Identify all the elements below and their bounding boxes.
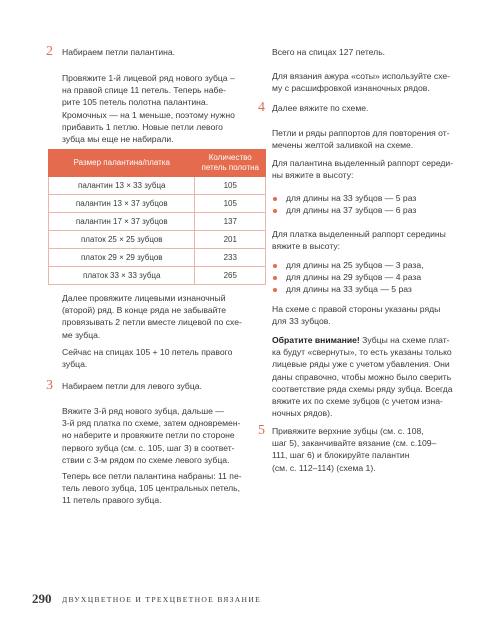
step-3-title: Набираем петли для левого зубца. <box>62 381 202 391</box>
bullet-icon <box>273 288 277 292</box>
list-item: для длины на 25 зубцов — 3 раза, <box>272 259 480 271</box>
step-4-title: Далее вяжите по схеме. <box>272 103 369 113</box>
platok-list <box>272 259 480 296</box>
stitch-count-line: Сейчас на спицах 105 + 10 петель правого зубца. <box>62 347 233 370</box>
step-5-paragraph: Привяжите верхние зубцы (см. с. 108, шаг 5), заканчивайте вязание (см. с.109– 111, шаг 6) и блокируйте палантин (см. с. 112–114) (схема 1). <box>272 426 437 473</box>
step-2-number: 2 <box>46 44 53 59</box>
bullet-icon <box>273 197 277 201</box>
page-number: 290 <box>32 591 52 606</box>
table-header-size: Размер палантина/платка <box>49 150 195 177</box>
scheme-note: На схеме с правой стороны указаны ряды для 33 зубцов. <box>272 304 441 327</box>
table-row: палантин 13 × 37 зубцов 105 <box>49 195 266 213</box>
palantin-intro: Для палантина выделенный раппорт середи- ны вяжите в высоту: <box>272 158 454 181</box>
table-row: платок 29 × 29 зубцов 233 <box>49 249 266 267</box>
running-footer-title: ДВУХЦВЕТНОЕ И ТРЕХЦВЕТНОЕ ВЯЗАНИЕ <box>62 595 262 604</box>
bullet-icon <box>273 264 277 268</box>
rapport-note: Петли и ряды раппортов для повторения от- мечены желтой заливкой на схеме. <box>272 128 450 151</box>
step-3-paragraph-2: Теперь все петли палантина набраны: 11 пе- тель левого зубца, 105 центральных петель, 11 петель правого зубца. <box>62 471 242 506</box>
palantin-list <box>272 192 480 216</box>
list-item: для длины на 33 зубца — 5 раз <box>272 283 480 295</box>
after-table-paragraph: Далее провяжите лицевыми изнаночный (второй) ряд. В конце ряда не забывайте провязывать 2 петли вместе лицевой по схе- ме зубца. <box>62 293 242 340</box>
table-header-count: Количество петель полотна <box>195 150 266 177</box>
bullet-icon <box>273 276 277 280</box>
table-row: палантин 13 × 33 зубца 105 <box>49 177 266 195</box>
list-item: для длины на 37 зубцов — 6 раз <box>272 204 480 216</box>
list-item: для длины на 29 зубцов — 4 раза <box>272 271 480 283</box>
attention-note: Обратите внимание! Зубцы на схеме плат- ка будут «свернуты», то есть указаны только лицевые ряды уже с учетом убавления. Они даны справочно, чтобы можно было сверить соответствие ряда схемы ряду зубца. Всегда вяжите их по схеме зубцов (с учетом изна- ночных рядов). <box>272 335 453 419</box>
platok-intro: Для платка выделенный раппорт середины вяжите в высоту: <box>272 229 446 252</box>
stitch-count-table <box>48 149 266 285</box>
step-3-number: 3 <box>46 378 53 393</box>
table-row: платок 25 × 25 зубцов 201 <box>49 231 266 249</box>
table-row: платок 33 × 33 зубца 265 <box>49 267 266 285</box>
step-2-title: Набираем петли палантина. <box>62 47 176 57</box>
step-3-paragraph-1: Вяжите 3-й ряд нового зубца, дальше — 3-й ряд платка по схеме, затем одновремен- но наберите и провяжите петли по стороне первого зубца (см. с. 105, шаг 3) в соответ- ствии с 3-м рядом по схеме левого зубца. <box>62 406 241 465</box>
ajour-note: Для вязания ажура «соты» используйте схе- му с расшифровкой изнаночных рядов. <box>272 71 451 94</box>
step-4-number: 4 <box>258 100 265 115</box>
list-item: для длины на 33 зубцов — 5 раз <box>272 192 480 204</box>
table-row: палантин 17 × 37 зубцов 137 <box>49 213 266 231</box>
step-5-number: 5 <box>258 423 265 438</box>
total-stitches: Всего на спицах 127 петель. <box>272 47 386 57</box>
bullet-icon <box>273 209 277 213</box>
step-2-paragraph: Провяжите 1-й лицевой ряд нового зубца – на правой спице 11 петель. Теперь набе- рите 105 петель полотна палантина. Кромочных — на 1 меньше, поэтому нужно прибавить 1 петлю. Новые петли левого зубца мы еще не набирали. <box>62 73 235 145</box>
